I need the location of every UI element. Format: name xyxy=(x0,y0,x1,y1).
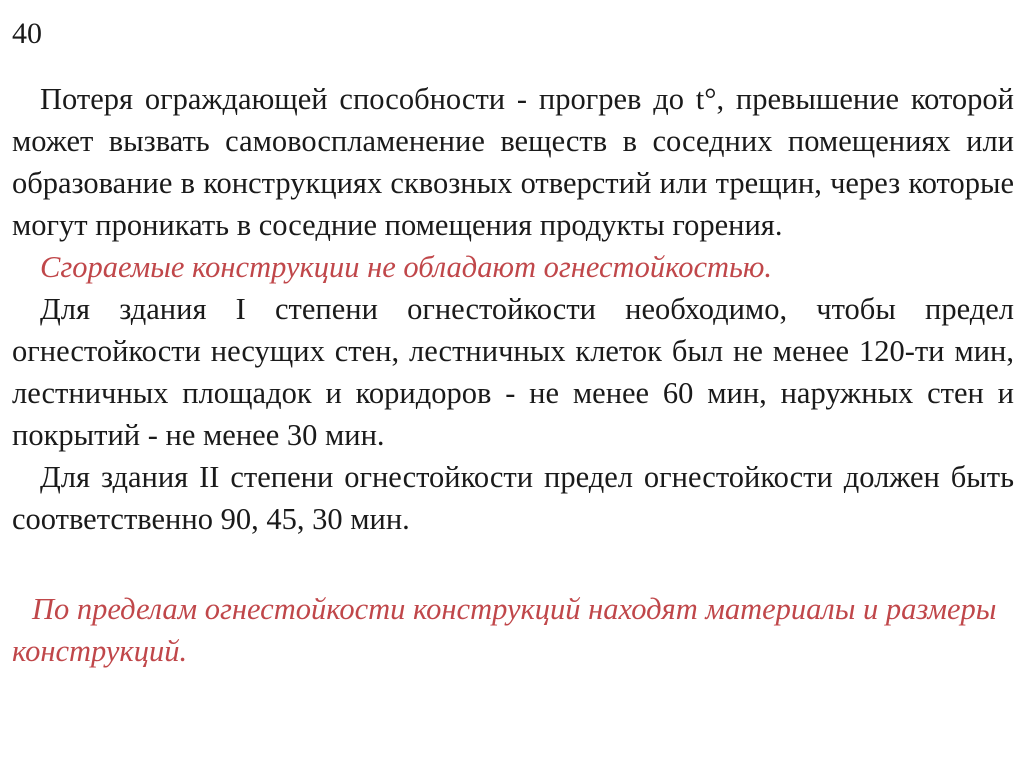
paragraph-degree-two-requirements: Для здания II степени огнестойкости предел огнестойкости должен быть соответственно 90, 45, 30 мин. xyxy=(12,460,1014,536)
paragraph-degree-one-requirements: Для здания I степени огнестойкости необходимо, чтобы предел огнестойкости несущих стен, лестничных клеток был не менее 120-ти мин, лестничных площадок и коридоров - не менее 60 мин, наружных стен и покрытий - не менее 30 мин. xyxy=(12,292,1014,452)
footer-note: По пределам огнестойкости конструкций находят материалы и размеры конструкций. xyxy=(12,592,997,668)
slide-body xyxy=(12,78,1014,540)
paragraph-combustible-constructions-note: Сгораемые конструкции не обладают огнестойкостью. xyxy=(40,250,773,284)
slide-number: 40 xyxy=(12,17,42,50)
paragraph-protective-capacity-loss: Потеря ограждающей способности - прогрев до t°, превышение которой может вызвать самовоспламенение веществ в соседних помещениях или образование в конструкциях сквозных отверстий или трещин, через которые могут проникать в соседние помещения продукты горения. xyxy=(12,82,1014,242)
